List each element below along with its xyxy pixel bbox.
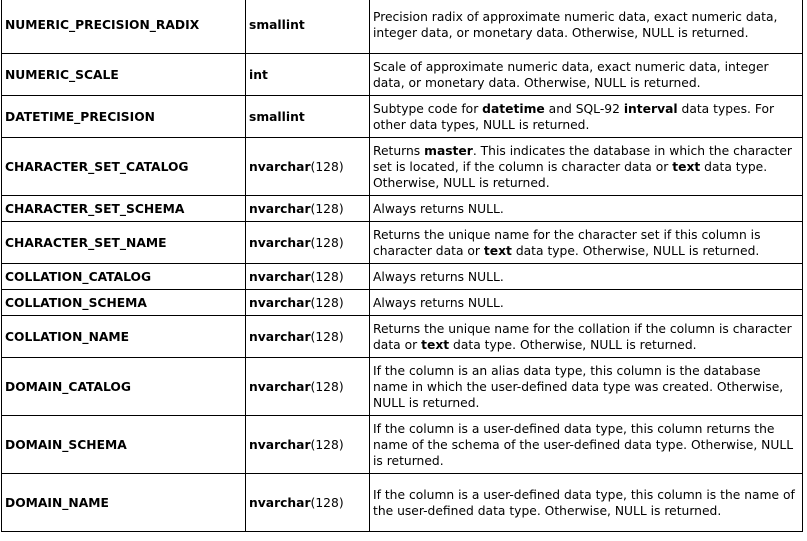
column-name-cell: DOMAIN_CATALOG bbox=[2, 358, 246, 416]
description-emphasis: text bbox=[672, 159, 701, 174]
description-text: data type. Otherwise, NULL is returned. bbox=[511, 243, 760, 258]
description-cell bbox=[370, 0, 803, 54]
table-row bbox=[2, 290, 803, 316]
table-body bbox=[2, 0, 803, 532]
description-cell bbox=[370, 474, 803, 532]
type-name: nvarchar bbox=[249, 201, 311, 216]
description-text: Subtype code for bbox=[373, 101, 483, 116]
table-row bbox=[2, 264, 803, 290]
table-row bbox=[2, 222, 803, 264]
description-cell bbox=[370, 196, 803, 222]
description-text: Scale of approximate numeric data, exact numeric data, integer data, or monetary data. Otherwise, NULL is returned. bbox=[373, 59, 769, 90]
description-cell bbox=[370, 96, 803, 138]
type-length: (128) bbox=[310, 379, 344, 394]
column-name-cell: COLLATION_NAME bbox=[2, 316, 246, 358]
type-length: (128) bbox=[310, 495, 344, 510]
data-type-cell bbox=[246, 264, 370, 290]
description-emphasis: master bbox=[424, 143, 473, 158]
description-cell bbox=[370, 358, 803, 416]
data-type-cell bbox=[246, 474, 370, 532]
type-length: (128) bbox=[310, 295, 344, 310]
type-length: (128) bbox=[310, 329, 344, 344]
column-name-cell: CHARACTER_SET_NAME bbox=[2, 222, 246, 264]
description-text: Returns bbox=[373, 143, 425, 158]
description-text: Always returns NULL. bbox=[373, 295, 504, 310]
description-cell bbox=[370, 264, 803, 290]
description-emphasis: text bbox=[483, 243, 512, 258]
data-type-cell bbox=[246, 138, 370, 196]
description-cell bbox=[370, 290, 803, 316]
description-cell bbox=[370, 54, 803, 96]
column-name-cell: COLLATION_CATALOG bbox=[2, 264, 246, 290]
description-cell bbox=[370, 416, 803, 474]
description-cell bbox=[370, 138, 803, 196]
type-length: (128) bbox=[310, 201, 344, 216]
type-name: nvarchar bbox=[249, 437, 311, 452]
description-text: Returns the unique name for the collation if the column is character data or bbox=[373, 321, 792, 352]
description-text: Precision radix of approximate numeric data, exact numeric data, integer data, or monetary data. Otherwise, NULL is returned. bbox=[373, 10, 778, 40]
column-name-cell: CHARACTER_SET_CATALOG bbox=[2, 138, 246, 196]
description-cell bbox=[370, 222, 803, 264]
type-name: nvarchar bbox=[249, 295, 311, 310]
column-name-cell: NUMERIC_PRECISION_RADIX bbox=[2, 0, 246, 54]
data-type-cell bbox=[246, 290, 370, 316]
description-text: . This indicates the database in which the character set is located, if the column is character data or bbox=[373, 143, 792, 174]
type-name: nvarchar bbox=[249, 159, 311, 174]
data-type-cell bbox=[246, 416, 370, 474]
description-text: If the column is a user-defined data type, this column is the name of the user-defined data type. Otherwise, NULL is returned. bbox=[373, 487, 795, 518]
description-text: If the column is a user-defined data type, this column returns the name of the schema of the user-defined data type. Otherwise, NULL is returned. bbox=[373, 421, 794, 468]
type-name: nvarchar bbox=[249, 235, 311, 250]
description-text: and SQL-92 bbox=[544, 101, 624, 116]
column-name-cell: DATETIME_PRECISION bbox=[2, 96, 246, 138]
data-type-cell bbox=[246, 358, 370, 416]
table-row bbox=[2, 138, 803, 196]
table-row bbox=[2, 316, 803, 358]
type-name: nvarchar bbox=[249, 495, 311, 510]
data-type-cell bbox=[246, 54, 370, 96]
description-text: Always returns NULL. bbox=[373, 201, 504, 216]
type-name: nvarchar bbox=[249, 329, 311, 344]
type-name: smallint bbox=[249, 18, 305, 32]
description-text: If the column is an alias data type, this column is the database name in which the user-defined data type was created. Otherwise, NULL is returned. bbox=[373, 363, 784, 410]
type-name: nvarchar bbox=[249, 379, 311, 394]
description-text: Returns the unique name for the character set if this column is character data or bbox=[373, 227, 761, 258]
description-text: data types. For other data types, NULL is returned. bbox=[373, 101, 775, 132]
column-name-cell: NUMERIC_SCALE bbox=[2, 54, 246, 96]
description-cell bbox=[370, 316, 803, 358]
column-name-cell: DOMAIN_NAME bbox=[2, 474, 246, 532]
type-length: (128) bbox=[310, 159, 344, 174]
table-row bbox=[2, 474, 803, 532]
description-emphasis: text bbox=[421, 337, 450, 352]
type-length: (128) bbox=[310, 437, 344, 452]
data-type-cell bbox=[246, 196, 370, 222]
table-row bbox=[2, 0, 803, 54]
description-text: data type. Otherwise, NULL is returned. bbox=[373, 159, 768, 190]
description-text: data type. Otherwise, NULL is returned. bbox=[449, 337, 697, 352]
type-name: smallint bbox=[249, 109, 305, 124]
type-length: (128) bbox=[310, 235, 344, 250]
table-row bbox=[2, 196, 803, 222]
table-row bbox=[2, 358, 803, 416]
type-name: nvarchar bbox=[249, 269, 311, 284]
data-type-cell bbox=[246, 0, 370, 54]
data-type-cell bbox=[246, 316, 370, 358]
type-name: int bbox=[249, 67, 268, 82]
data-type-cell bbox=[246, 222, 370, 264]
column-name-cell: CHARACTER_SET_SCHEMA bbox=[2, 196, 246, 222]
type-length: (128) bbox=[310, 269, 344, 284]
column-name-cell: DOMAIN_SCHEMA bbox=[2, 416, 246, 474]
table-row bbox=[2, 416, 803, 474]
description-emphasis: datetime bbox=[482, 101, 545, 116]
description-emphasis: interval bbox=[623, 101, 678, 116]
table-row bbox=[2, 96, 803, 138]
column-definitions-table bbox=[1, 0, 803, 532]
description-text: Always returns NULL. bbox=[373, 269, 504, 284]
data-type-cell bbox=[246, 96, 370, 138]
table-row bbox=[2, 54, 803, 96]
column-name-cell: COLLATION_SCHEMA bbox=[2, 290, 246, 316]
